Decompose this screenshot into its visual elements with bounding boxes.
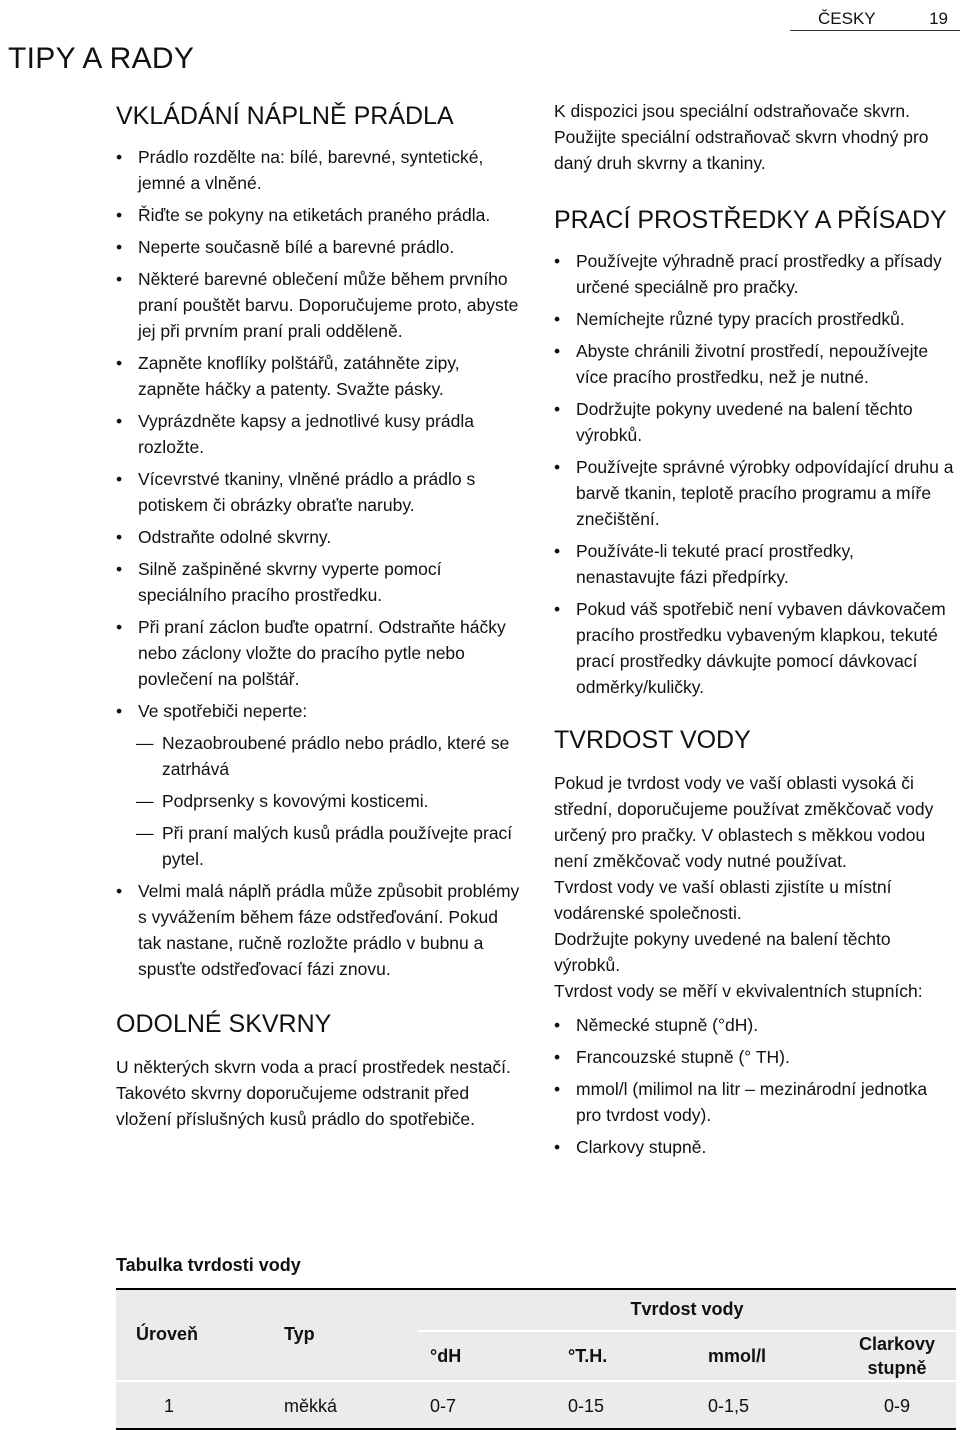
- table-top-rule: [116, 1288, 956, 1290]
- list-item: • Používejte výhradně prací prostředky a přísady určené speciálně pro pračky.: [554, 248, 956, 300]
- section-heading-water-hardness: TVRDOST VODY: [554, 726, 751, 754]
- header-rule: [790, 30, 960, 31]
- list-item: • Ve spotřebiči neperte:: [116, 698, 526, 724]
- water-hardness-table: [116, 1288, 956, 1430]
- column-header-type: Typ: [284, 1323, 315, 1344]
- table-row: [116, 1381, 956, 1430]
- column-header-clark: Clarkovy stupně: [858, 1334, 936, 1378]
- list-item: • Při praní záclon buďte opatrní. Odstraňte háčky nebo záclony vložte do pracího pytle nebo povlečení na polštář.: [116, 614, 526, 692]
- page-number: 19: [929, 9, 948, 28]
- list-item: • Odstraňte odolné skvrny.: [116, 524, 526, 550]
- sub-list-item: — Při praní malých kusů prádla používejte prací pytel.: [116, 820, 526, 872]
- page-header: [790, 4, 960, 30]
- table-cell-dh: 0-7: [418, 1381, 558, 1430]
- hardness-units-list: [554, 1012, 956, 1160]
- section-heading-stains: ODOLNÉ SKVRNY: [116, 1010, 332, 1038]
- stains-paragraph: U některých skvrn voda a prací prostředek nestačí.: [116, 1057, 511, 1077]
- list-item: • Řiďte se pokyny na etiketách praného prádla.: [116, 202, 526, 228]
- table-cell-th: 0-15: [558, 1381, 698, 1430]
- column-header-mmol: mmol/l: [708, 1345, 767, 1366]
- list-item: • Vyprázdněte kapsy a jednotlivé kusy prádla rozložte.: [116, 408, 526, 460]
- list-item: • mmol/l (milimol na litr – mezinárodní jednotka pro tvrdost vody).: [554, 1076, 956, 1128]
- table-cell-level: 1: [116, 1381, 272, 1430]
- left-column: [116, 98, 526, 1132]
- water-hardness-paragraph: Pokud je tvrdost vody ve vaší oblasti vysoká či střední, doporučujeme používat změkčovač vody určený pro pračky. V oblastech s měkkou vodou není změkčovač vody nutné používat.: [554, 773, 934, 871]
- list-item: • Nemíchejte různé typy pracích prostředků.: [554, 306, 956, 332]
- section-heading-loading: VKLÁDÁNÍ NÁPLNĚ PRÁDLA: [116, 102, 454, 130]
- list-item: • Některé barevné oblečení může během prvního praní pouštět barvu. Doporučujeme proto, abyste jej při prvním praní prali odděleně.: [116, 266, 526, 344]
- stain-removers-paragraph: K dispozici jsou speciální odstraňovače skvrn. Použijte speciální odstraňovač skvrn vhodný pro daný druh skvrny a tkaniny.: [554, 101, 929, 173]
- list-item: • Velmi malá náplň prádla může způsobit problémy s vyvážením během fáze odstřeďování. Pokud tak nastane, ručně rozložte prádlo v bubnu a spusťte odstřeďovací fázi znovu.: [116, 878, 526, 982]
- detergents-bullet-list: [554, 248, 956, 700]
- list-item: • Abyste chránili životní prostředí, nepoužívejte více pracího prostředku, než je nutné.: [554, 338, 956, 390]
- table-cell-type: měkká: [272, 1381, 418, 1430]
- list-item: • Pokud váš spotřebič není vybaven dávkovačem pracího prostředku vybaveným klapkou, tekuté prací prostředky dávkujte pomocí dávkovací odměrky/kuličky.: [554, 596, 956, 700]
- loading-final-list: [116, 878, 526, 982]
- do-not-wash-sublist: [116, 730, 526, 872]
- water-hardness-paragraph: Tvrdost vody ve vaší oblasti zjistíte u místní vodárenské společnosti.: [554, 877, 892, 923]
- column-header-level: Úroveň: [136, 1323, 199, 1344]
- list-item: • Clarkovy stupně.: [554, 1134, 956, 1160]
- loading-bullet-list: [116, 144, 526, 724]
- list-item: • Vícevrstvé tkaniny, vlněné prádlo a prádlo s potiskem či obrázky obraťte naruby.: [116, 466, 526, 518]
- list-item: • Zapněte knoflíky polštářů, zatáhněte zipy, zapněte háčky a patenty. Svažte pásky.: [116, 350, 526, 402]
- list-item: • Dodržujte pokyny uvedené na balení těchto výrobků.: [554, 396, 956, 448]
- table-title: Tabulka tvrdosti vody: [116, 1255, 301, 1275]
- list-item: • Používáte-li tekuté prací prostředky, nenastavujte fázi předpírky.: [554, 538, 956, 590]
- language-label: ČESKY: [818, 9, 876, 28]
- list-item: • Neperte současně bílé a barevné prádlo.: [116, 234, 526, 260]
- list-item: • Německé stupně (°dH).: [554, 1012, 956, 1038]
- column-header-th: °T.H.: [568, 1345, 608, 1366]
- sub-list-item: — Nezaobroubené prádlo nebo prádlo, které se zatrhává: [116, 730, 526, 782]
- list-item: • Francouzské stupně (° TH).: [554, 1044, 956, 1070]
- right-column: [554, 98, 956, 1166]
- column-header-dh: °dH: [430, 1345, 462, 1366]
- stains-paragraph: Takovéto skvrny doporučujeme odstranit před vložení příslušných kusů prádlo do spotřebiče.: [116, 1083, 475, 1129]
- water-hardness-paragraph: Tvrdost vody se měří v ekvivalentních stupních:: [554, 981, 923, 1001]
- list-item: • Používejte správné výrobky odpovídající druhu a barvě tkanin, teplotě pracího programu a míře znečištění.: [554, 454, 956, 532]
- table-cell-mmol: 0-1,5: [698, 1381, 838, 1430]
- table-cell-clark: 0-9: [838, 1381, 956, 1430]
- sub-list-item: — Podprsenky s kovovými kosticemi.: [116, 788, 526, 814]
- list-item: • Silně zašpiněné skvrny vyperte pomocí speciálního pracího prostředku.: [116, 556, 526, 608]
- water-hardness-paragraph: Dodržujte pokyny uvedené na balení těchto výrobků.: [554, 929, 891, 975]
- list-item: • Prádlo rozdělte na: bílé, barevné, syntetické, jemné a vlněné.: [116, 144, 526, 196]
- section-heading-detergents: PRACÍ PROSTŘEDKY A PŘÍSADY: [554, 206, 947, 234]
- column-group-header: Tvrdost vody: [418, 1288, 956, 1331]
- page-title: TIPY A RADY: [8, 42, 195, 75]
